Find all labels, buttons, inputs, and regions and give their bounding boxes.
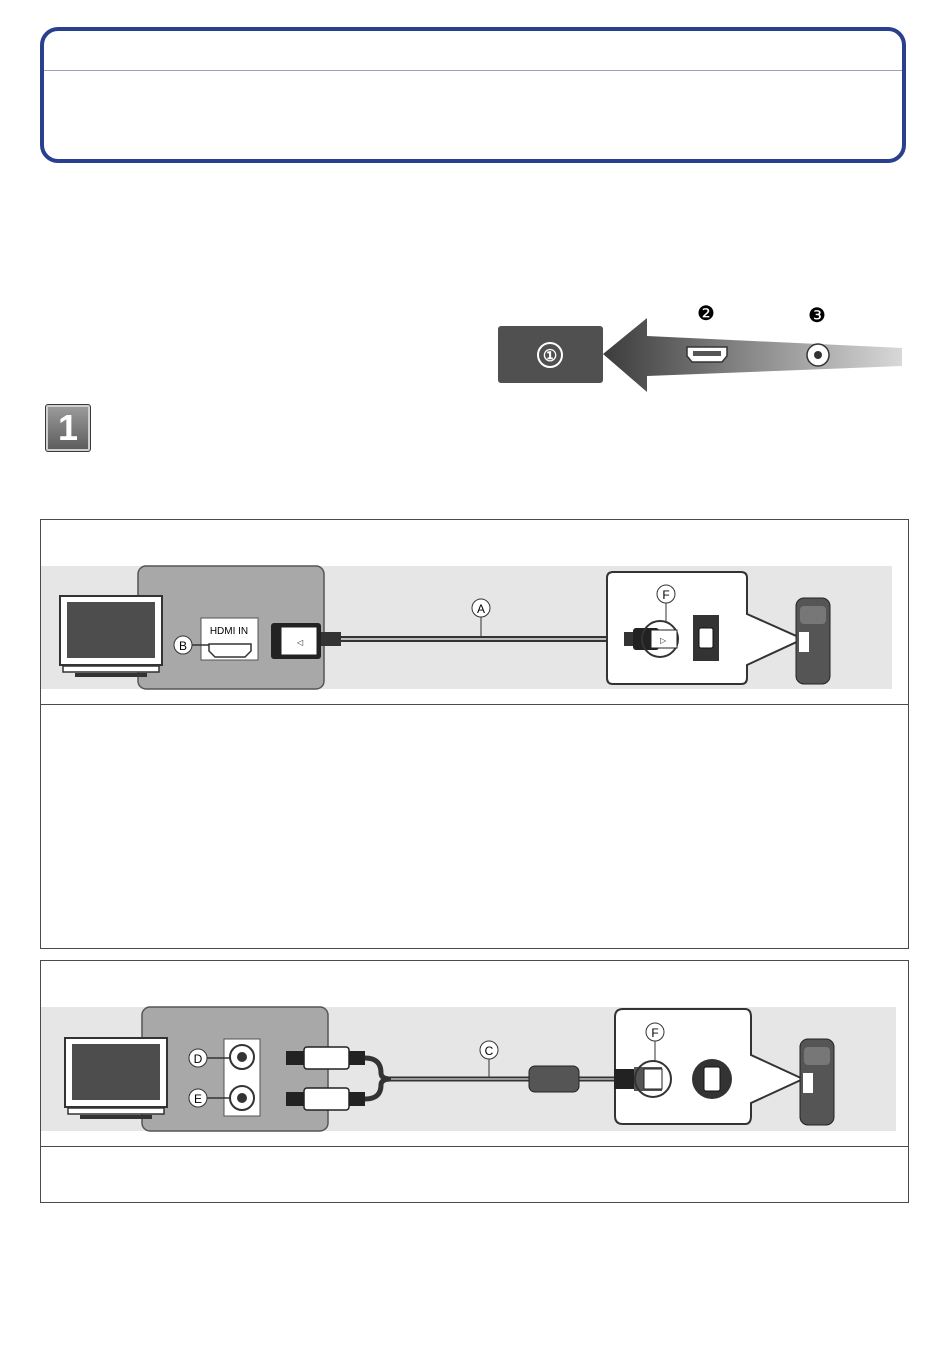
marker-b: B — [178, 639, 188, 653]
marker-c: C — [484, 1044, 494, 1058]
hdmi-connection-diagram — [41, 520, 908, 705]
svg-text:▷: ▷ — [660, 636, 667, 645]
hdmi-port-icon — [209, 644, 251, 657]
marker-e: E — [193, 1092, 203, 1106]
marker-f: F — [662, 588, 670, 602]
tv-label: ① — [542, 348, 558, 365]
panel-divider — [41, 1146, 908, 1147]
step-badge: 1 — [45, 404, 91, 452]
marker-a: A — [476, 602, 486, 616]
svg-text:◁: ◁ — [297, 638, 304, 647]
tv-icon — [65, 1038, 167, 1119]
marker-d: D — [193, 1052, 203, 1066]
hdmi-in-label: HDMI IN — [209, 626, 249, 637]
hdmi-port-icon — [687, 347, 727, 362]
av-connection-panel — [40, 960, 909, 1203]
av-jack-icon — [807, 344, 829, 366]
tv-icon — [60, 596, 162, 677]
priority-marker-2: ❷ — [697, 303, 715, 325]
panel-divider — [41, 704, 908, 705]
priority-marker-3: ❸ — [808, 305, 826, 327]
marker-f: F — [651, 1026, 659, 1040]
ferrite-core-icon — [529, 1066, 579, 1092]
hdmi-connection-panel — [40, 519, 909, 949]
header-rule — [44, 70, 902, 71]
priority-arrow-icon — [603, 318, 902, 392]
av-connection-diagram — [41, 961, 908, 1146]
connection-priority-graphic — [490, 296, 910, 396]
page-header-frame — [40, 27, 906, 163]
av-out-plug-icon — [614, 1069, 634, 1089]
